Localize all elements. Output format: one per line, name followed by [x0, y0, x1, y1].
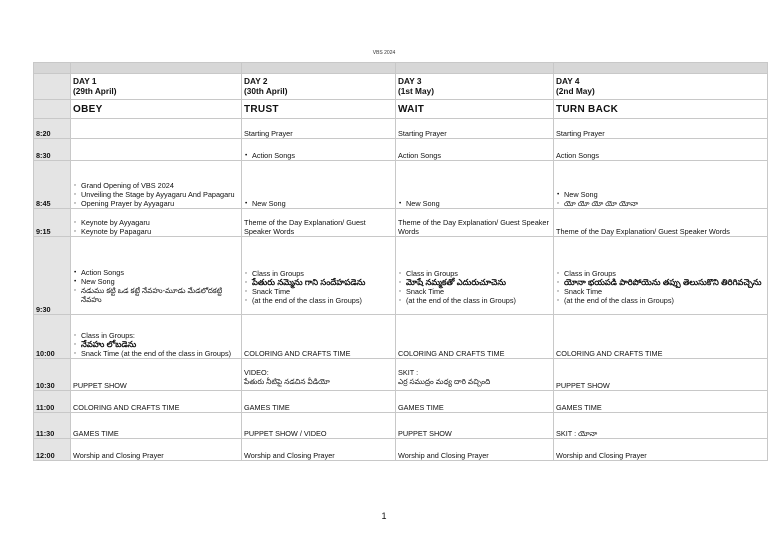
- activity-cell: PUPPET SHOW: [71, 359, 242, 391]
- activity-cell: Starting Prayer: [396, 119, 554, 139]
- time-cell: 10:00: [34, 315, 71, 359]
- time-cell: 12:00: [34, 439, 71, 461]
- schedule-row: [34, 413, 768, 439]
- activity-cell: Theme of the Day Explanation/ Guest Speaker Words: [554, 209, 768, 237]
- activity-cell: • New Song: [396, 161, 554, 209]
- activity-cell: GAMES TIME: [396, 391, 554, 413]
- activity-cell: Worship and Closing Prayer: [242, 439, 396, 461]
- corner-cell: [34, 74, 71, 100]
- schedule-row: [34, 139, 768, 161]
- activity-cell: ◦ Class in Groups ◦ యోనా భయపడి పారిపోయెను తప్పు తెలుసుకొని తిరిగివచ్చెను ◦ Snack Time ◦ (at the end of the class in Groups): [554, 237, 768, 315]
- schedule-row: [34, 161, 768, 209]
- activity-cell: GAMES TIME: [71, 413, 242, 439]
- activity-cell: GAMES TIME: [554, 391, 768, 413]
- schedule-row: [34, 359, 768, 391]
- activity-cell: Worship and Closing Prayer: [71, 439, 242, 461]
- schedule-row: [34, 237, 768, 315]
- time-cell: 9:30: [34, 237, 71, 315]
- schedule-row: [34, 119, 768, 139]
- day-header-row: [34, 74, 768, 100]
- activity-cell: PUPPET SHOW: [554, 359, 768, 391]
- theme-cell: TURN BACK: [554, 100, 768, 119]
- schedule-row: [34, 391, 768, 413]
- activity-cell: VIDEO: పేతురు నీటిపై నడచిన వీడియో: [242, 359, 396, 391]
- day-header-cell: DAY 3 (1st May): [396, 74, 554, 100]
- day-header-cell: DAY 1 (29th April): [71, 74, 242, 100]
- activity-cell: PUPPET SHOW / VIDEO: [242, 413, 396, 439]
- activity-cell: Starting Prayer: [242, 119, 396, 139]
- schedule-row: [34, 439, 768, 461]
- activity-cell: ◦ Grand Opening of VBS 2024 ◦ Unveiling the Stage by Ayyagaru And Papagaru ◦ Opening Prayer by Ayyagaru: [71, 161, 242, 209]
- time-cell: 8:20: [34, 119, 71, 139]
- activity-cell: SKIT : యోనా: [554, 413, 768, 439]
- time-cell: 11:30: [34, 413, 71, 439]
- activity-cell: • Action Songs • New Song ◦ నడుము కట్టి ఒడ కట్టే నేవహు-మూడు మేడలోదకట్టి నేవహు: [71, 237, 242, 315]
- time-cell: 11:00: [34, 391, 71, 413]
- day-header-cell: DAY 2 (30th April): [242, 74, 396, 100]
- schedule-table: [33, 62, 768, 461]
- theme-cell: OBEY: [71, 100, 242, 119]
- activity-cell: ◦ Class in Groups ◦ పేతురు నమ్మెను గాని సందేహపడెను ◦ Snack Time ◦ (at the end of the class in Groups): [242, 237, 396, 315]
- activity-cell: COLORING AND CRAFTS TIME: [71, 391, 242, 413]
- activity-cell: GAMES TIME: [242, 391, 396, 413]
- activity-cell: Starting Prayer: [554, 119, 768, 139]
- day-header-cell: DAY 4 (2nd May): [554, 74, 768, 100]
- activity-cell: COLORING AND CRAFTS TIME: [242, 315, 396, 359]
- time-cell: 10:30: [34, 359, 71, 391]
- activity-cell: • New Song ◦ యో యో యో యో యోనా: [554, 161, 768, 209]
- activity-cell: Action Songs: [554, 139, 768, 161]
- activity-cell: • New Song: [242, 161, 396, 209]
- activity-cell: Theme of the Day Explanation/ Guest Speaker Words: [396, 209, 554, 237]
- page-number: 1: [381, 511, 387, 521]
- time-cell: 8:30: [34, 139, 71, 161]
- time-cell: 9:15: [34, 209, 71, 237]
- activity-cell: SKIT : ఎర్ర సముద్రం మధ్య దారి వచ్చింది: [396, 359, 554, 391]
- schedule-row: [34, 315, 768, 359]
- activity-cell: Worship and Closing Prayer: [396, 439, 554, 461]
- activity-cell: ◦ Keynote by Ayyagaru ◦ Keynote by Papagaru: [71, 209, 242, 237]
- theme-cell: TRUST: [242, 100, 396, 119]
- activity-cell: COLORING AND CRAFTS TIME: [396, 315, 554, 359]
- activity-cell: ◦ Class in Groups: ◦ నేవహు లోబడెను ◦ Snack Time (at the end of the class in Groups): [71, 315, 242, 359]
- activity-cell: • Action Songs: [242, 139, 396, 161]
- activity-cell: Worship and Closing Prayer: [554, 439, 768, 461]
- activity-cell: Action Songs: [396, 139, 554, 161]
- schedule-row: [34, 209, 768, 237]
- activity-cell: ◦ Class in Groups ◦ మోషే నమ్మకతో ఎదురుచూచెను ◦ Snack Time ◦ (at the end of the class in Groups): [396, 237, 554, 315]
- time-cell: 8:45: [34, 161, 71, 209]
- theme-row: [34, 100, 768, 119]
- activity-cell: COLORING AND CRAFTS TIME: [554, 315, 768, 359]
- theme-cell: WAIT: [396, 100, 554, 119]
- activity-cell: Theme of the Day Explanation/ Guest Speaker Words: [242, 209, 396, 237]
- document-header-title: VBS 2024: [372, 50, 396, 56]
- activity-cell: PUPPET SHOW: [396, 413, 554, 439]
- header-band-row: [34, 63, 768, 74]
